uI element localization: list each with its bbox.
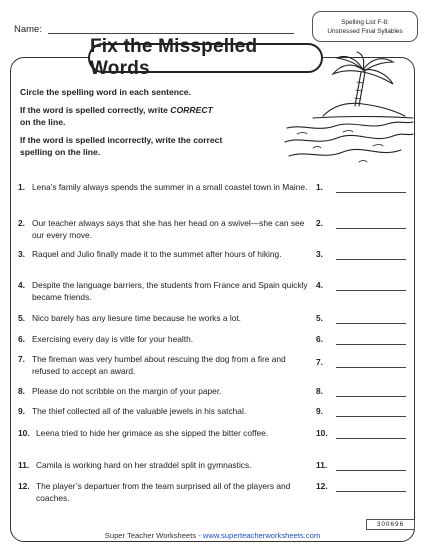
answer-1[interactable]: [316, 182, 408, 194]
worksheet-code: 300696: [366, 519, 415, 530]
question-number: 3.: [18, 249, 25, 259]
question-text: Please do not scribble on the margin of your paper.: [32, 386, 222, 396]
instruction-2a: If the word is spelled correctly, write: [20, 105, 171, 115]
question-5: [18, 313, 310, 325]
question-12: [18, 481, 310, 504]
answer-8[interactable]: [316, 386, 408, 398]
question-number: 7.: [18, 354, 25, 364]
footer-url-link[interactable]: www.superteacherworksheets.com: [202, 531, 321, 540]
question-8: [18, 386, 310, 398]
instruction-correct: [20, 104, 213, 128]
answer-number: 2.: [316, 218, 323, 228]
list-label: Spelling List F-8:: [341, 18, 389, 26]
name-line[interactable]: [48, 33, 294, 34]
page-title-text: Fix the Misspelled Words: [90, 36, 258, 79]
question-text: Exercising every day is vitle for your health.: [32, 334, 194, 344]
answer-6[interactable]: [316, 334, 408, 346]
question-number: 5.: [18, 313, 25, 323]
question-number: 1.: [18, 182, 25, 192]
question-text: Lena’s family always spends the summer in a small coastel town in Maine.: [32, 182, 308, 192]
answer-number: 11.: [316, 460, 328, 470]
question-text: Raquel and Julio finally made it to the summet after hours of hiking.: [32, 249, 282, 259]
answer-line[interactable]: [336, 438, 406, 439]
answer-number: 4.: [316, 280, 323, 290]
question-text: The fireman was very humbel about rescuing the dog from a fire and refused to accept an award.: [32, 354, 286, 376]
question-7: [18, 354, 310, 377]
question-11: [18, 460, 310, 472]
question-text: Despite the language barriers, the students from France and Spain quickly became friends.: [32, 280, 308, 302]
answer-line[interactable]: [336, 323, 406, 324]
question-number: 8.: [18, 386, 25, 396]
answer-line[interactable]: [336, 470, 406, 471]
answer-number: 5.: [316, 313, 323, 323]
question-1: [18, 182, 310, 194]
question-2: [18, 218, 310, 241]
footer: [0, 531, 425, 540]
question-text: Our teacher always says that she has her head on a swivel—she can see our every move.: [32, 218, 305, 240]
answer-line[interactable]: [336, 290, 406, 291]
footer-brand: Super Teacher Worksheets -: [104, 531, 203, 540]
question-number: 2.: [18, 218, 25, 228]
answer-7[interactable]: [316, 357, 408, 369]
name-label: Name:: [14, 24, 42, 35]
question-number: 10.: [18, 428, 30, 438]
answer-2[interactable]: [316, 218, 408, 230]
answer-line[interactable]: [336, 344, 406, 345]
question-number: 9.: [18, 406, 25, 416]
question-number: 6.: [18, 334, 25, 344]
answer-line[interactable]: [336, 367, 406, 368]
answer-11[interactable]: [316, 460, 408, 472]
spelling-list-badge: [312, 11, 418, 42]
question-text: Nico barely has any liesure time because he works a lot.: [32, 313, 242, 323]
answer-number: 8.: [316, 386, 323, 396]
question-number: 4.: [18, 280, 25, 290]
instruction-2c: on the line.: [20, 117, 66, 127]
question-3: [18, 249, 310, 261]
answer-line[interactable]: [336, 228, 406, 229]
answer-line[interactable]: [336, 416, 406, 417]
answer-line[interactable]: [336, 491, 406, 492]
question-4: [18, 280, 310, 303]
island-illustration: [283, 50, 415, 168]
answer-10[interactable]: [316, 428, 408, 440]
question-text: Leena tried to hide her grimace as she sipped the bitter coffee.: [36, 428, 269, 438]
answer-line[interactable]: [336, 259, 406, 260]
answer-number: 3.: [316, 249, 323, 259]
question-text: The thief collected all of the valuable jewels in his satchal.: [32, 406, 247, 416]
instruction-2b: CORRECT: [170, 105, 213, 115]
answer-12[interactable]: [316, 481, 408, 493]
instruction-incorrect: [20, 134, 222, 158]
question-number: 11.: [18, 460, 30, 470]
instruction-1: Circle the spelling word in each sentence.: [20, 87, 191, 97]
answer-line[interactable]: [336, 396, 406, 397]
answer-number: 12.: [316, 481, 328, 491]
instruction-3a: If the word is spelled incorrectly, write the correct: [20, 135, 223, 145]
answer-number: 7.: [316, 357, 323, 367]
question-9: [18, 406, 310, 418]
answer-number: 10.: [316, 428, 328, 438]
answer-4[interactable]: [316, 280, 408, 292]
instruction-3b: spelling on the line.: [20, 147, 101, 157]
answer-number: 9.: [316, 406, 323, 416]
question-text: The player’s departuer from the team surprised all of the players and coaches.: [36, 481, 291, 503]
answer-number: 1.: [316, 182, 323, 192]
instruction-circle: [20, 86, 191, 98]
answer-9[interactable]: [316, 406, 408, 418]
answer-5[interactable]: [316, 313, 408, 325]
answer-3[interactable]: [316, 249, 408, 261]
list-topic: Unstressed Final Syllables: [327, 27, 403, 35]
question-text: Camila is working hard on her straddel split in gymnastics.: [36, 460, 252, 470]
question-10: [18, 428, 310, 440]
answer-line[interactable]: [336, 192, 406, 193]
question-number: 12.: [18, 481, 30, 491]
answer-number: 6.: [316, 334, 323, 344]
question-6: [18, 334, 310, 346]
